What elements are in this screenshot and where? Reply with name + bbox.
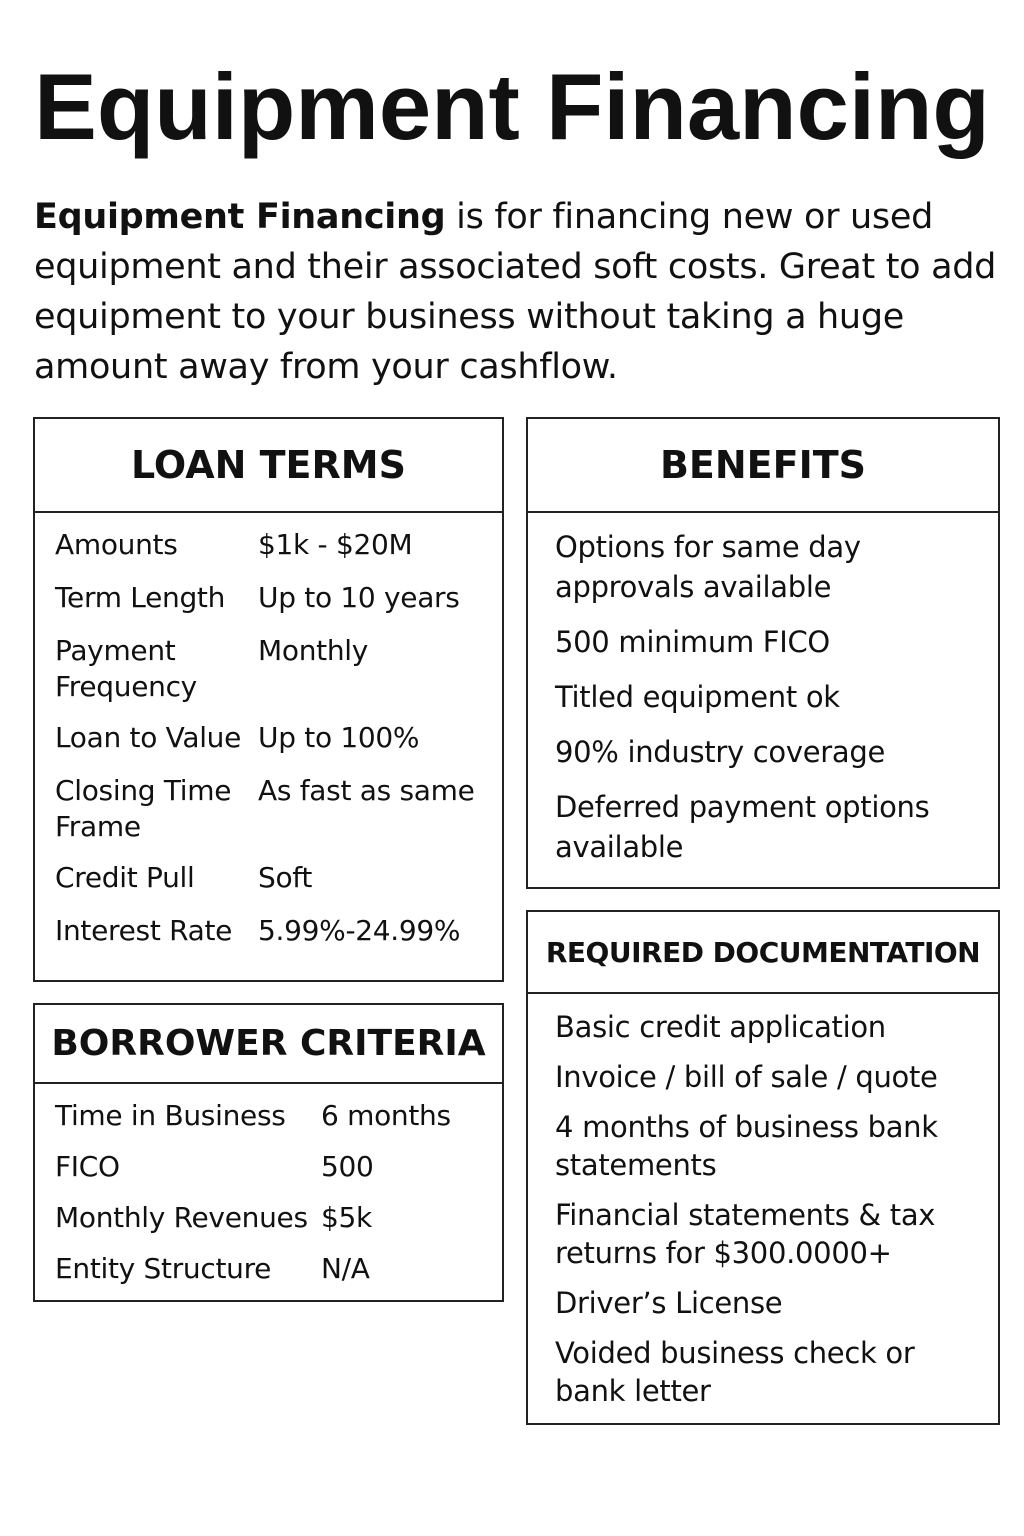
loan-term-value: Soft	[258, 861, 313, 894]
loan-term-label: Term Length	[55, 581, 226, 614]
benefits-box	[526, 417, 1000, 889]
loan-term-row	[55, 633, 502, 705]
loan-term-value: 5.99%-24.99%	[258, 914, 461, 947]
borrower-criteria-box	[33, 1003, 504, 1302]
borrower-criteria-label: FICO	[55, 1150, 120, 1183]
benefits-body	[528, 513, 998, 867]
required-documentation-box	[526, 910, 1000, 1425]
loan-term-value: $1k - $20M	[258, 528, 413, 561]
loan-term-row	[55, 580, 502, 616]
loan-terms-heading: LOAN TERMS	[35, 419, 502, 513]
borrower-criteria-value: N/A	[321, 1252, 370, 1285]
loan-term-label: Interest Rate	[55, 914, 233, 947]
loan-term-label: Closing Time Frame	[55, 774, 232, 843]
borrower-criteria-value: 6 months	[321, 1099, 451, 1132]
required-documentation-body	[528, 994, 998, 1410]
borrower-criteria-row	[55, 1251, 502, 1287]
loan-term-value: Up to 10 years	[258, 581, 460, 614]
borrower-criteria-label: Monthly Revenues	[55, 1201, 308, 1234]
benefits-heading: BENEFITS	[528, 419, 998, 513]
borrower-criteria-body	[35, 1084, 502, 1287]
borrower-criteria-label: Entity Structure	[55, 1252, 272, 1285]
page-title: Equipment Financing	[34, 54, 990, 159]
documentation-item: Financial statements & tax returns for $300.0000+	[555, 1198, 936, 1270]
loan-term-label: Credit Pull	[55, 861, 195, 894]
loan-term-label: Amounts	[55, 528, 178, 561]
borrower-criteria-value: 500	[321, 1150, 374, 1183]
benefit-item: Titled equipment ok	[555, 680, 840, 714]
borrower-criteria-row	[55, 1200, 502, 1236]
documentation-item: 4 months of business bank statements	[555, 1110, 938, 1182]
loan-term-label: Payment Frequency	[55, 634, 197, 703]
loan-terms-box	[33, 417, 504, 982]
required-documentation-heading: REQUIRED DOCUMENTATION	[528, 912, 998, 994]
documentation-item: Voided business check or bank letter	[555, 1336, 915, 1408]
intro-paragraph	[34, 192, 1019, 392]
borrower-criteria-row	[55, 1149, 502, 1185]
intro-bold-lead: Equipment Financing	[34, 197, 446, 237]
benefit-item: Options for same day approvals available	[555, 530, 861, 604]
borrower-criteria-heading: BORROWER CRITERIA	[35, 1005, 502, 1084]
intro-text: is for financing new or used equipment and their associated soft costs. Great to add equipment to your business without taking a huge amount away from your cashflow.	[34, 197, 997, 387]
benefit-item: Deferred payment options available	[555, 790, 930, 864]
loan-term-row	[55, 720, 502, 756]
borrower-criteria-value: $5k	[321, 1201, 372, 1234]
documentation-item: Basic credit application	[555, 1010, 886, 1044]
documentation-item: Driver’s License	[555, 1286, 783, 1320]
loan-term-value: Monthly	[258, 634, 369, 667]
benefit-item: 500 minimum FICO	[555, 625, 830, 659]
borrower-criteria-label: Time in Business	[55, 1099, 286, 1132]
documentation-item: Invoice / bill of sale / quote	[555, 1060, 938, 1094]
loan-term-row	[55, 913, 502, 949]
borrower-criteria-row	[55, 1098, 502, 1134]
loan-term-value: As fast as same	[258, 774, 475, 807]
loan-term-label: Loan to Value	[55, 721, 242, 754]
loan-term-value: Up to 100%	[258, 721, 420, 754]
loan-term-row	[55, 860, 502, 896]
benefit-item: 90% industry coverage	[555, 735, 886, 769]
loan-term-row	[55, 773, 502, 845]
loan-terms-body	[35, 513, 502, 949]
loan-term-row	[55, 527, 502, 563]
